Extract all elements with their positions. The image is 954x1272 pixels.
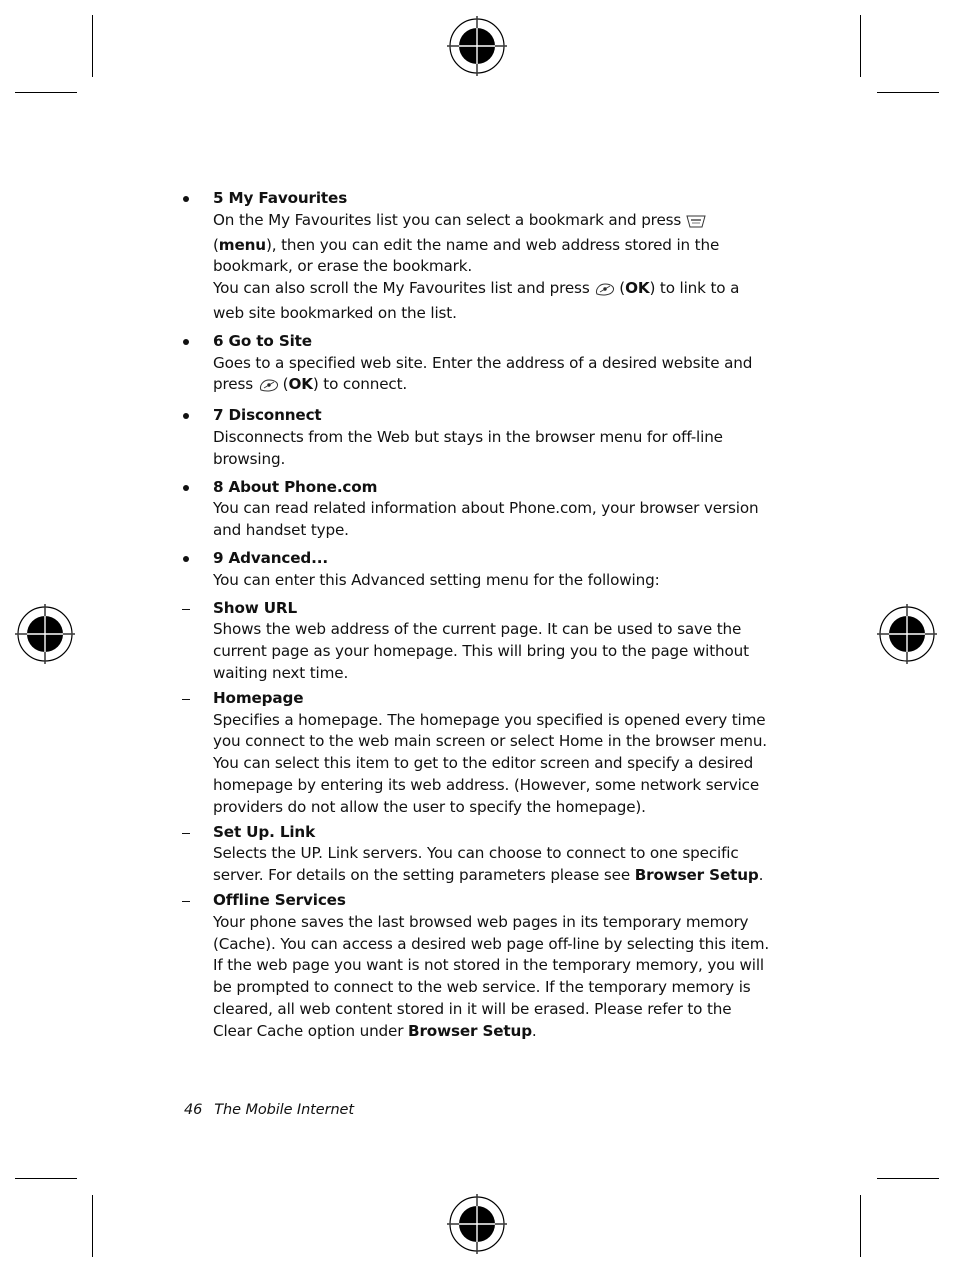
crop-mark	[92, 15, 93, 77]
registration-mark-icon	[875, 602, 939, 666]
item-heading: 5 My Favourites	[213, 189, 348, 207]
item-description: You can also scroll the My Favourites list and press (OK) to link to a web site bookmarked on the list.	[213, 279, 740, 322]
section-title: The Mobile Internet	[214, 1102, 354, 1118]
list-item	[182, 188, 772, 325]
sub-list-item	[182, 890, 772, 1043]
registration-mark-icon	[445, 1192, 509, 1256]
list-item	[182, 477, 772, 542]
item-description: Disconnects from the Web but stays in the browser menu for off-line browsing.	[213, 427, 723, 468]
item-heading: Show URL	[213, 598, 298, 617]
list-item	[182, 331, 772, 399]
item-heading: 9 Advanced...	[213, 548, 328, 567]
item-heading: 6 Go to Site	[213, 331, 312, 350]
item-description: If the web page you want is not stored in the temporary memory, you will be prompted to connect to the web service. If the temporary memory is cleared, all web content stored in it will be erased. Please refer to the Clear Cache option under Browser Setup.	[213, 956, 764, 1040]
list-item	[182, 405, 772, 470]
crop-mark	[15, 92, 77, 93]
browser-setup-reference: Browser Setup	[634, 866, 759, 885]
item-description: On the My Favourites list you can select a bookmark and press (menu), then you can edit the name and web address stored in the bookmark, or erase the bookmark.	[213, 210, 720, 276]
item-heading: Set Up. Link	[213, 822, 316, 841]
item-description: You can read related information about Phone.com, your browser version and handset type.	[213, 499, 759, 540]
ok-key-icon	[594, 281, 616, 303]
item-description: Selects the UP. Link servers. You can choose to connect to one specific server. For details on the setting parameters please see Browser Setup.	[213, 844, 764, 885]
item-description: Shows the web address of the current page. It can be used to save the current page as your homepage. This will bring you to the page without waiting next time.	[213, 620, 749, 682]
crop-mark	[92, 1195, 93, 1257]
crop-mark	[877, 1178, 939, 1179]
menu-key-icon	[686, 213, 706, 235]
item-description: Goes to a specified web site. Enter the address of a desired website and press (OK) to connect.	[213, 353, 772, 400]
ok-key-icon	[258, 377, 280, 399]
crop-mark	[877, 92, 939, 93]
registration-mark-icon	[445, 14, 509, 78]
crop-mark	[15, 1178, 77, 1179]
item-heading: 8 About Phone.com	[213, 477, 378, 496]
page-content	[182, 188, 772, 1045]
item-heading: 7 Disconnect	[213, 406, 322, 425]
list-item	[182, 548, 772, 592]
item-heading: Homepage	[213, 688, 304, 707]
item-heading: Offline Services	[213, 890, 346, 909]
item-description: Specifies a homepage. The homepage you specified is opened every time you connect to the web main screen or select Home in the browser menu. You can select this item to get to the editor screen and specify a desired homepage by entering its web address. (However, some network service providers do not allow the user to specify the homepage).	[213, 710, 767, 816]
crop-mark	[860, 15, 861, 77]
registration-mark-icon	[13, 602, 77, 666]
page-footer	[184, 1102, 354, 1118]
item-description: You can enter this Advanced setting menu for the following:	[213, 570, 660, 589]
page-number: 46	[184, 1102, 203, 1118]
sub-list-item	[182, 822, 772, 887]
sub-list-item	[182, 688, 772, 819]
crop-mark	[860, 1195, 861, 1257]
item-description: Your phone saves the last browsed web pages in its temporary memory (Cache). You can access a desired web page off-line by selecting this item.	[213, 912, 770, 953]
sub-list-item	[182, 598, 772, 685]
browser-setup-reference: Browser Setup	[408, 1021, 532, 1040]
